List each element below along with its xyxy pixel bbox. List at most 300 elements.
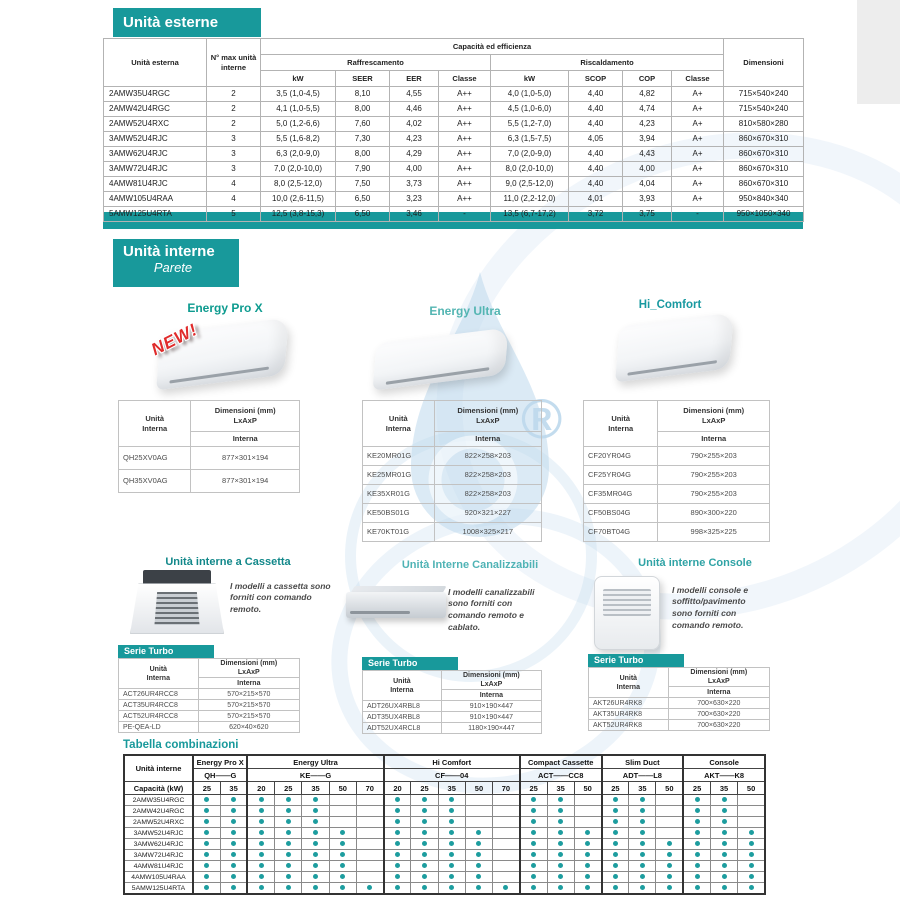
compat-dot-icon <box>449 885 454 890</box>
model-cell: KE20MR01G <box>363 447 435 466</box>
value-cell: 877×301×194 <box>191 447 300 470</box>
model-cell: PE-QEA-LD <box>119 722 199 733</box>
compat-dot-icon <box>340 852 345 857</box>
compat-dot-icon <box>613 874 618 879</box>
combo-compat-cell <box>520 817 547 828</box>
energy-pro-x-unit-image <box>152 316 292 396</box>
combo-compat-cell <box>329 795 356 806</box>
section-title-canalizzabili: Unità Interne Canalizzabili <box>401 559 539 571</box>
combo-row <box>124 795 765 806</box>
outdoor-units-table <box>103 38 804 222</box>
table-row <box>104 207 804 222</box>
combo-compat-cell <box>275 839 302 850</box>
combo-row <box>124 872 765 883</box>
combo-compat-cell <box>493 850 520 861</box>
compat-dot-icon <box>695 841 700 846</box>
compat-dot-icon <box>476 885 481 890</box>
value-cell: 4,74 <box>623 102 672 117</box>
combo-compat-cell <box>465 806 492 817</box>
combo-compat-cell <box>356 795 383 806</box>
value-cell: 7,0 (2,0-10,0) <box>261 162 336 177</box>
combo-compat-cell <box>574 828 601 839</box>
col-header-unit <box>119 401 191 447</box>
value-cell: 810×580×280 <box>724 117 804 132</box>
combo-compat-cell <box>302 806 329 817</box>
header-line: Interna <box>146 674 170 682</box>
model-cell: 4AMW105U4RAA <box>104 192 207 207</box>
col-subheader-interna: Interna <box>434 432 541 447</box>
combo-compat-cell <box>384 817 411 828</box>
value-cell: 4,0 (1,0-5,0) <box>491 87 569 102</box>
table-row <box>119 700 300 711</box>
compat-dot-icon <box>531 841 536 846</box>
header-line: Unità <box>149 665 168 673</box>
compat-dot-icon <box>722 863 727 868</box>
value-cell: 822×258×203 <box>434 485 541 504</box>
compat-dot-icon <box>449 808 454 813</box>
compat-dot-icon <box>204 830 209 835</box>
value-cell: 790×255×203 <box>658 466 770 485</box>
console-description: I modelli console e soffitto/pavimento sono forniti con comando remoto. <box>672 584 749 631</box>
canalizzabili-dimensions-table <box>362 670 542 734</box>
combo-compat-cell <box>602 872 629 883</box>
table-row <box>589 709 770 720</box>
value-cell: 4,40 <box>569 162 623 177</box>
combo-capacity: 50 <box>329 782 356 795</box>
compat-dot-icon <box>449 819 454 824</box>
compat-dot-icon <box>395 841 400 846</box>
compat-dot-icon <box>259 830 264 835</box>
value-cell: 4,82 <box>623 87 672 102</box>
value-cell: A++ <box>439 177 491 192</box>
combo-compat-cell <box>275 828 302 839</box>
combo-compat-cell <box>220 817 247 828</box>
value-cell: 860×670×310 <box>724 147 804 162</box>
combo-compat-cell <box>384 883 411 895</box>
value-cell: A++ <box>439 117 491 132</box>
model-cell: CF25YR04G <box>584 466 658 485</box>
combo-compat-cell <box>710 795 737 806</box>
model-cell: KE70KT01G <box>363 523 435 542</box>
combo-compat-cell <box>438 806 465 817</box>
model-cell: ACT35UR4RCC8 <box>119 700 199 711</box>
value-cell: A+ <box>672 87 724 102</box>
compat-dot-icon <box>695 863 700 868</box>
value-cell: A+ <box>672 147 724 162</box>
compat-dot-icon <box>613 841 618 846</box>
combo-compat-cell <box>629 883 656 895</box>
cassette-unit-image <box>130 570 224 634</box>
header-line: Dimensioni (mm) <box>214 406 276 416</box>
col-header-unit <box>363 671 442 701</box>
table-row <box>584 466 770 485</box>
combo-compat-cell <box>493 872 520 883</box>
compat-dot-icon <box>313 841 318 846</box>
compat-dot-icon <box>558 830 563 835</box>
combo-compat-cell <box>493 839 520 850</box>
compat-dot-icon <box>695 830 700 835</box>
combo-compat-cell <box>683 872 710 883</box>
combo-compat-cell <box>574 883 601 895</box>
col-header-unit: Unità esterna <box>104 39 207 87</box>
combo-compat-cell <box>710 861 737 872</box>
compat-dot-icon <box>667 841 672 846</box>
compat-dot-icon <box>531 808 536 813</box>
compat-dot-icon <box>231 819 236 824</box>
combo-capacity: 20 <box>247 782 274 795</box>
compat-dot-icon <box>259 819 264 824</box>
combo-row <box>124 850 765 861</box>
compat-dot-icon <box>585 852 590 857</box>
value-cell: 7,90 <box>336 162 390 177</box>
model-cell: KE35XR01G <box>363 485 435 504</box>
energy-ultra-unit-image <box>368 328 513 394</box>
combo-compat-cell <box>220 839 247 850</box>
compat-dot-icon <box>476 874 481 879</box>
value-cell: 12,5 (3,8-15,3) <box>261 207 336 222</box>
table-row <box>363 504 542 523</box>
combo-compat-cell <box>683 850 710 861</box>
combo-compat-cell <box>247 839 274 850</box>
compat-dot-icon <box>231 885 236 890</box>
compat-dot-icon <box>259 863 264 868</box>
combo-capacity: 25 <box>193 782 220 795</box>
header-line: Interna <box>608 423 634 433</box>
combo-compat-cell <box>629 806 656 817</box>
combo-compat-cell <box>710 850 737 861</box>
combo-capacity: 35 <box>710 782 737 795</box>
value-cell: 2 <box>207 87 261 102</box>
value-cell: 3,73 <box>390 177 439 192</box>
compat-dot-icon <box>313 797 318 802</box>
combo-compat-cell <box>683 861 710 872</box>
value-cell: A++ <box>439 87 491 102</box>
table-row <box>363 723 542 734</box>
outdoor-section-title: Unità esterne <box>113 8 261 37</box>
combo-capacity: 70 <box>356 782 383 795</box>
col-header-unit <box>119 659 199 689</box>
value-cell: 3 <box>207 132 261 147</box>
value-cell: 620×40×620 <box>198 722 299 733</box>
table-row <box>104 147 804 162</box>
serie-turbo-label: Serie Turbo <box>362 657 458 670</box>
combo-compat-cell <box>493 883 520 895</box>
table-row <box>363 712 542 723</box>
combo-compat-cell <box>247 828 274 839</box>
model-cell: 3AMW52U4RJC <box>104 132 207 147</box>
cassetta-dimensions-table <box>118 658 300 733</box>
table-row <box>104 117 804 132</box>
combo-compat-cell <box>411 872 438 883</box>
compat-dot-icon <box>340 830 345 835</box>
model-cell: CF20YR04G <box>584 447 658 466</box>
compat-dot-icon <box>531 852 536 857</box>
compat-dot-icon <box>613 852 618 857</box>
combo-compat-cell <box>629 839 656 850</box>
compat-dot-icon <box>204 841 209 846</box>
model-cell: ACT26UR4RCC8 <box>119 689 199 700</box>
compat-dot-icon <box>204 852 209 857</box>
combo-compat-cell <box>329 839 356 850</box>
combo-model: 3AMW62U4RJC <box>124 839 193 850</box>
value-cell: 4,43 <box>623 147 672 162</box>
combo-compat-cell <box>356 861 383 872</box>
combo-compat-cell <box>683 828 710 839</box>
combo-compat-cell <box>275 861 302 872</box>
value-cell: 7,30 <box>336 132 390 147</box>
value-cell: 4,29 <box>390 147 439 162</box>
combo-compat-cell <box>411 850 438 861</box>
scan-edge-artifact <box>857 0 900 104</box>
col-subheader-interna: Interna <box>198 678 299 689</box>
table-row <box>119 470 300 493</box>
combo-compat-cell <box>438 828 465 839</box>
combo-compat-cell <box>302 850 329 861</box>
header-line: Unità <box>611 413 631 423</box>
combo-compat-cell <box>384 850 411 861</box>
combinations-table <box>123 754 766 895</box>
combo-compat-cell <box>329 828 356 839</box>
combo-compat-cell <box>629 850 656 861</box>
combo-capacity: 50 <box>656 782 683 795</box>
value-cell: - <box>672 207 724 222</box>
combo-compat-cell <box>356 883 383 895</box>
col-header-scop: SCOP <box>569 71 623 87</box>
compat-dot-icon <box>558 852 563 857</box>
value-cell: 3 <box>207 147 261 162</box>
compat-dot-icon <box>640 819 645 824</box>
combo-model: 2AMW42U4RGC <box>124 806 193 817</box>
combo-compat-cell <box>656 861 683 872</box>
value-cell: A++ <box>439 192 491 207</box>
combo-model: 2AMW35U4RGC <box>124 795 193 806</box>
value-cell: A+ <box>672 162 724 177</box>
compat-dot-icon <box>231 808 236 813</box>
value-cell: 700×630×220 <box>668 720 769 731</box>
combo-compat-cell <box>710 839 737 850</box>
compat-dot-icon <box>640 808 645 813</box>
combo-compat-cell <box>411 839 438 850</box>
combo-compat-cell <box>411 806 438 817</box>
value-cell: 4,46 <box>390 102 439 117</box>
value-cell: 4,40 <box>569 177 623 192</box>
compat-dot-icon <box>259 874 264 879</box>
combo-capacity-label: Capacità (kW) <box>124 782 193 795</box>
combo-compat-cell <box>465 795 492 806</box>
combo-compat-cell <box>411 795 438 806</box>
combo-compat-cell <box>574 861 601 872</box>
compat-dot-icon <box>231 874 236 879</box>
value-cell: 8,00 <box>336 147 390 162</box>
combo-model: 3AMW52U4RJC <box>124 828 193 839</box>
model-cell: ADT52UX4RCL8 <box>363 723 442 734</box>
combo-row <box>124 861 765 872</box>
combo-row <box>124 806 765 817</box>
compat-dot-icon <box>422 808 427 813</box>
hi-comfort-dimensions-table <box>583 400 770 542</box>
value-cell: 860×670×310 <box>724 132 804 147</box>
value-cell: 3 <box>207 162 261 177</box>
value-cell: 8,0 (2,0-10,0) <box>491 162 569 177</box>
combo-compat-cell <box>247 872 274 883</box>
compat-dot-icon <box>558 819 563 824</box>
combo-compat-cell <box>247 806 274 817</box>
combo-compat-cell <box>247 883 274 895</box>
combo-compat-cell <box>629 872 656 883</box>
col-header-unit <box>584 401 658 447</box>
table-row <box>363 466 542 485</box>
compat-dot-icon <box>286 841 291 846</box>
combo-capacity: 35 <box>438 782 465 795</box>
compat-dot-icon <box>531 819 536 824</box>
compat-dot-icon <box>286 830 291 835</box>
col-header-dimensions <box>191 401 300 432</box>
combo-compat-cell <box>438 839 465 850</box>
table-row <box>584 504 770 523</box>
combo-compat-cell <box>683 795 710 806</box>
value-cell: 910×190×447 <box>441 712 541 723</box>
value-cell: - <box>439 207 491 222</box>
combo-compat-cell <box>193 839 220 850</box>
col-header-dimensions <box>434 401 541 432</box>
combos-title: Tabella combinazioni <box>123 739 239 751</box>
header-line: Interna <box>616 683 640 691</box>
value-cell: 7,60 <box>336 117 390 132</box>
value-cell: 9,0 (2,5-12,0) <box>491 177 569 192</box>
combo-compat-cell <box>547 850 574 861</box>
col-header-cop: COP <box>623 71 672 87</box>
compat-dot-icon <box>722 830 727 835</box>
col-header-classe: Classe <box>439 71 491 87</box>
compat-dot-icon <box>558 841 563 846</box>
value-cell: 715×540×240 <box>724 87 804 102</box>
value-cell: 8,0 (2,5-12,0) <box>261 177 336 192</box>
combo-compat-cell <box>710 817 737 828</box>
compat-dot-icon <box>204 808 209 813</box>
energy-pro-x-dimensions-table <box>118 400 300 493</box>
combo-compat-cell <box>629 828 656 839</box>
compat-dot-icon <box>395 830 400 835</box>
value-cell: 4 <box>207 192 261 207</box>
model-cell: CF50BS04G <box>584 504 658 523</box>
combo-compat-cell <box>738 806 765 817</box>
combo-group-name: Compact Cassette <box>520 755 602 769</box>
combo-compat-cell <box>602 850 629 861</box>
model-cell: ADT26UX4RBL8 <box>363 701 442 712</box>
combo-compat-cell <box>411 828 438 839</box>
combo-compat-cell <box>656 883 683 895</box>
compat-dot-icon <box>259 841 264 846</box>
combo-compat-cell <box>710 883 737 895</box>
value-cell: 890×300×220 <box>658 504 770 523</box>
combo-compat-cell <box>193 828 220 839</box>
compat-dot-icon <box>695 874 700 879</box>
header-line: Dimensioni (mm) <box>690 669 748 676</box>
compat-dot-icon <box>585 874 590 879</box>
combo-compat-cell <box>547 839 574 850</box>
combo-group-code: AKT——K8 <box>683 769 765 782</box>
combo-compat-cell <box>547 817 574 828</box>
combo-compat-cell <box>329 817 356 828</box>
col-header-kw: kW <box>261 71 336 87</box>
combo-group-name: Energy Pro X <box>193 755 247 769</box>
combo-compat-cell <box>683 817 710 828</box>
combo-compat-cell <box>220 806 247 817</box>
table-row <box>363 485 542 504</box>
table-row <box>119 711 300 722</box>
model-cell: 2AMW52U4RXC <box>104 117 207 132</box>
model-cell: QH35XV0AG <box>119 470 191 493</box>
combo-model: 3AMW72U4RJC <box>124 850 193 861</box>
value-cell: 4,23 <box>390 132 439 147</box>
header-line: LxAxP <box>702 416 726 425</box>
value-cell: 5,5 (1,6-8,2) <box>261 132 336 147</box>
model-cell: 3AMW62U4RJC <box>104 147 207 162</box>
combo-compat-cell <box>520 828 547 839</box>
compat-dot-icon <box>395 863 400 868</box>
compat-dot-icon <box>585 830 590 835</box>
col-subheader-interna: Interna <box>658 432 770 447</box>
combo-compat-cell <box>275 872 302 883</box>
compat-dot-icon <box>204 863 209 868</box>
col-header-max-units: N° max unità interne <box>207 39 261 87</box>
compat-dot-icon <box>585 841 590 846</box>
value-cell: 4,40 <box>569 87 623 102</box>
combo-compat-cell <box>574 839 601 850</box>
combo-compat-cell <box>329 872 356 883</box>
combo-compat-cell <box>520 872 547 883</box>
combo-capacity: 35 <box>629 782 656 795</box>
value-cell: 3,72 <box>569 207 623 222</box>
compat-dot-icon <box>531 863 536 868</box>
compat-dot-icon <box>695 819 700 824</box>
compat-dot-icon <box>640 830 645 835</box>
compat-dot-icon <box>531 874 536 879</box>
col-header-unit <box>589 668 669 698</box>
combo-group-code: KE——G <box>247 769 383 782</box>
value-cell: 950×840×340 <box>724 192 804 207</box>
header-line: Interna <box>142 423 168 433</box>
compat-dot-icon <box>558 885 563 890</box>
registered-icon: ® <box>521 387 563 450</box>
value-cell: 920×321×227 <box>434 504 541 523</box>
combo-compat-cell <box>275 883 302 895</box>
compat-dot-icon <box>667 863 672 868</box>
value-cell: 570×215×570 <box>198 711 299 722</box>
header-line: LxAxP <box>480 681 503 689</box>
combo-compat-cell <box>329 806 356 817</box>
table-row <box>363 701 542 712</box>
combo-compat-cell <box>220 850 247 861</box>
new-badge: NEW! <box>148 319 201 360</box>
compat-dot-icon <box>340 841 345 846</box>
value-cell: 6,3 (1,5-7,5) <box>491 132 569 147</box>
combo-compat-cell <box>574 850 601 861</box>
compat-dot-icon <box>749 874 754 879</box>
value-cell: 3,75 <box>623 207 672 222</box>
combo-compat-cell <box>493 828 520 839</box>
col-header-dimensions <box>658 401 770 432</box>
value-cell: A+ <box>672 102 724 117</box>
combo-compat-cell <box>384 872 411 883</box>
header-line: LxAxP <box>233 416 257 425</box>
compat-dot-icon <box>313 852 318 857</box>
table-row <box>363 523 542 542</box>
compat-dot-icon <box>613 830 618 835</box>
value-cell: 3,93 <box>623 192 672 207</box>
value-cell: 700×630×220 <box>668 698 769 709</box>
table-row <box>589 720 770 731</box>
